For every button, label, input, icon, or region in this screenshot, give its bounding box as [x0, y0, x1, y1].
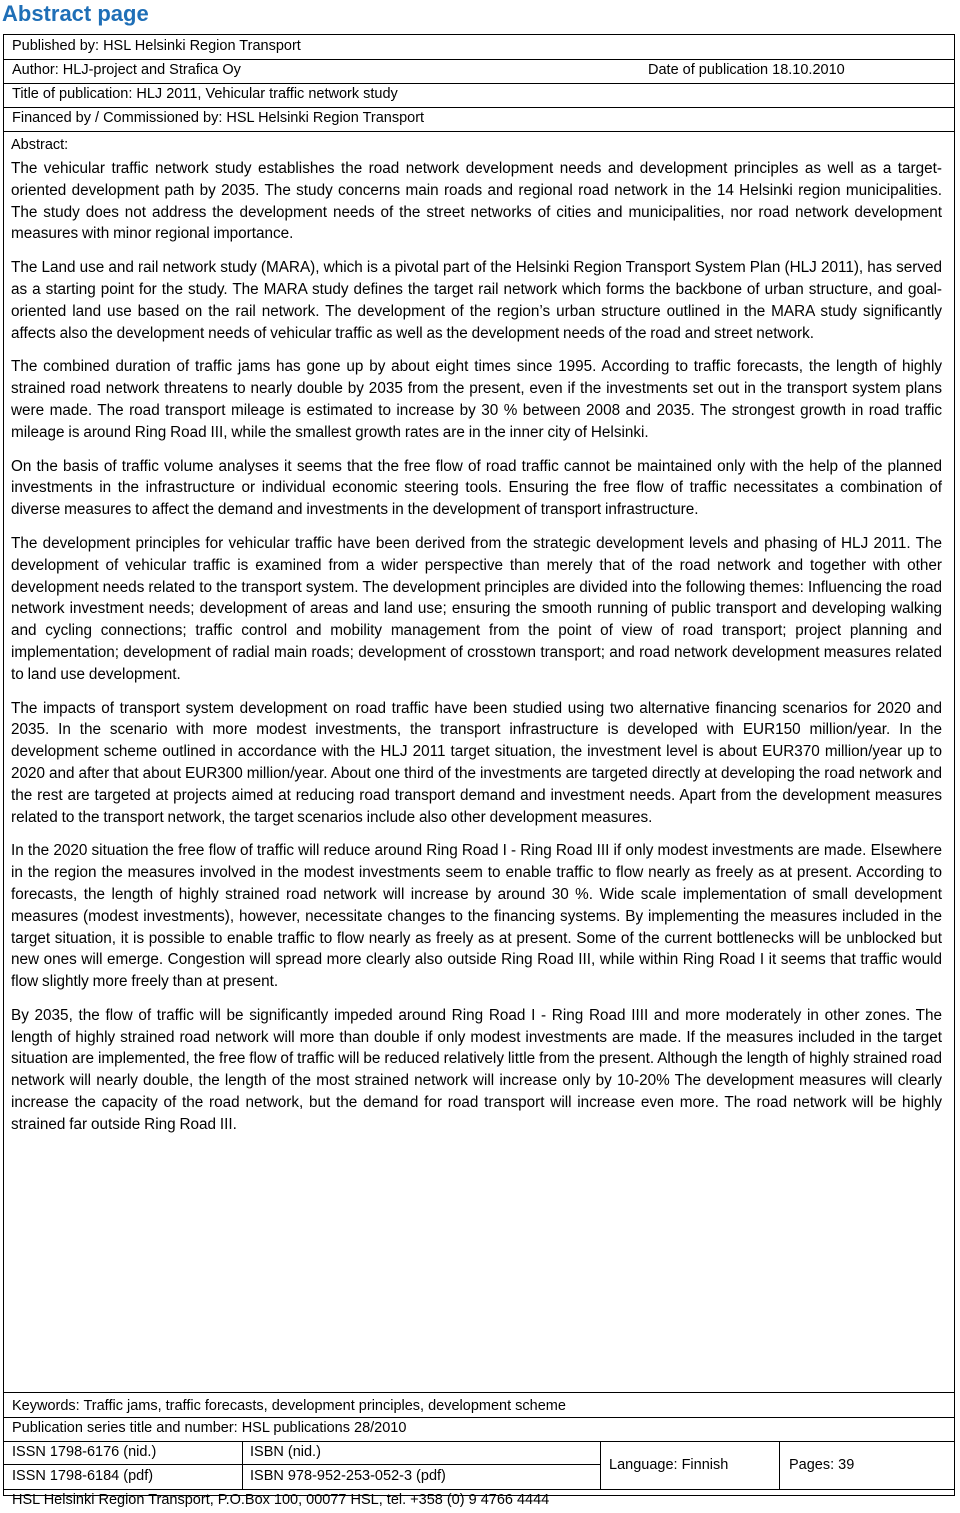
issn-pdf: ISSN 1798-6184 (pdf): [12, 1468, 154, 1484]
keywords-row: [4, 1393, 954, 1418]
author: Author: HLJ-project and Strafica Oy: [12, 62, 241, 78]
isbn-pdf: ISBN 978-952-253-052-3 (pdf): [250, 1468, 446, 1484]
column-divider: [779, 1441, 780, 1489]
publication-date: Date of publication 18.10.2010: [648, 62, 845, 78]
abstract-paragraph: The Land use and rail network study (MARA), which is a pivotal part of the Helsinki Region Transport System Plan (HLJ 2011), has served as a starting point for the study. The MARA study defines the target rail network which forms the backbone of urban structure, and goal-oriented land use based on the rail network. The development of the region’s urban structure outlined in the MARA study significantly affects also the development needs of vehicular traffic as well as the development needs of the road and street network.: [11, 259, 942, 342]
address-row: [4, 1489, 954, 1513]
issn-nid: ISSN 1798-6176 (nid.): [12, 1444, 157, 1460]
isbn-nid: ISBN (nid.): [250, 1444, 321, 1460]
address: HSL Helsinki Region Transport, P.O.Box 100, 00077 HSL, tel. +358 (0) 9 4766 4444: [12, 1492, 550, 1508]
language: Language: Finnish: [609, 1457, 729, 1473]
abstract-paragraph: The impacts of transport system development on road traffic have been studied using two alternative financing scenarios for 2020 and 2035. In the scenario with more modest investments, the transport infrastructure is developed with EUR150 million/year. In the development scheme outlined in accordance with the HLJ 2011 target situation, the investment level is about EUR370 million/year up to 2020 and after that about EUR300 million/year. About one third of the investments are targeted directly at developing the road network and the rest are targeted at projects aimed at reducing road transport demand and investment needs. Apart from the development measures related to the transport network, the target scenarios include also other development measures.: [11, 699, 942, 826]
abstract-paragraph: In the 2020 situation the free flow of traffic will reduce around Ring Road I - Ring Road III if only modest investments are made. Elsewhere in the region the measures involved in the modest investments seem to enable traffic to flow nearly as freely as at present. According to forecasts, the length of highly strained road network will increase by around 30 %. Wide scale implementation of small development measures (modest investments), however, necessitate changes to the financing systems. By implementing the measures included in the target situation, it is possible to enable traffic to flow nearly as freely as at present. Some of the current bottlenecks will be unblocked but new ones will emerge. Congestion will spread more clearly also outside Ring Road III, while within Ring Road I it seems that traffic would flow slightly more freely than at present.: [11, 842, 942, 991]
author-row: [4, 59, 954, 84]
series-row: [4, 1417, 954, 1442]
published-by-row: [4, 35, 954, 60]
abstract-paragraph: By 2035, the flow of traffic will be significantly impeded around Ring Road I - Ring Road IIII and more moderately in other zones. The length of highly strained road network will more than double if only modest investments are made. If the measures included in the target situation are implemented, the free flow of traffic will be reduced relatively little from the present. Although the length of highly strained road network will nearly double, the length of the most strained network will increase only by 10-20% The development measures will clearly increase the capacity of the road network, but the demand for road transport will increase even more. The road network will be highly strained far outside Ring Road III.: [11, 1006, 942, 1133]
abstract-form: [3, 34, 955, 1508]
financed-by-row: [4, 107, 954, 132]
abstract-paragraph: The combined duration of traffic jams has gone up by about eight times since 1995. According to traffic forecasts, the length of highly strained road network threatens to nearly double by 2035 from the present, even if the investments set out in the transport system plans were made. The road transport mileage is estimated to increase by 30 % between 2008 and 2035. The strongest growth in road traffic mileage is around Ring Road III, while the smallest growth rates are in the inner city of Helsinki.: [11, 358, 942, 441]
abstract-section: [4, 131, 954, 1393]
published-by: Published by: HSL Helsinki Region Transport: [12, 38, 301, 54]
abstract-paragraph: The development principles for vehicular traffic have been derived from the strategic development levels and phasing of HLJ 2011. The development of vehicular traffic is examined from a wider perspective than merely that of the road network and together with other development needs related to the transport system. The development principles are divided into the following themes: Influencing the road network investment needs; development of areas and land use; ensuring the smooth running of public transport and developing walking and cycling connections; traffic control and mobility management from the point of view of road transport; project planning and implementation; development of radial main roads; development of crosstown transport; and road network development measures related to land use development.: [11, 534, 942, 683]
abstract-paragraph: The vehicular traffic network study establishes the road network development needs and development principles as well as a target-oriented development path by 2035. The study concerns main roads and regional road network in the 14 Helsinki region municipalities. The study does not address the development needs of the street networks of cities and municipalities, nor road network development measures with minor regional importance.: [11, 160, 942, 243]
column-divider: [242, 1441, 243, 1489]
publication-title: Title of publication: HLJ 2011, Vehicular traffic network study: [12, 86, 398, 102]
abstract-paragraph: On the basis of traffic volume analyses it seems that the free flow of road traffic cannot be maintained only with the help of the planned investments in the infrastructure or individual economic steering tools. Ensuring the free flow of traffic necessitates a combination of diverse measures to affect the demand and investments in the development of transport infrastructure.: [11, 457, 942, 519]
column-divider: [600, 1441, 601, 1489]
publication-series: Publication series title and number: HSL publications 28/2010: [12, 1420, 407, 1436]
abstract-label: Abstract:: [11, 137, 69, 153]
pages: Pages: 39: [789, 1457, 855, 1473]
publication-title-row: [4, 83, 954, 108]
financed-by: Financed by / Commissioned by: HSL Helsinki Region Transport: [12, 110, 425, 126]
keywords: Keywords: Traffic jams, traffic forecasts, development principles, development scheme: [12, 1398, 566, 1414]
page-title: Abstract page: [2, 1, 149, 26]
